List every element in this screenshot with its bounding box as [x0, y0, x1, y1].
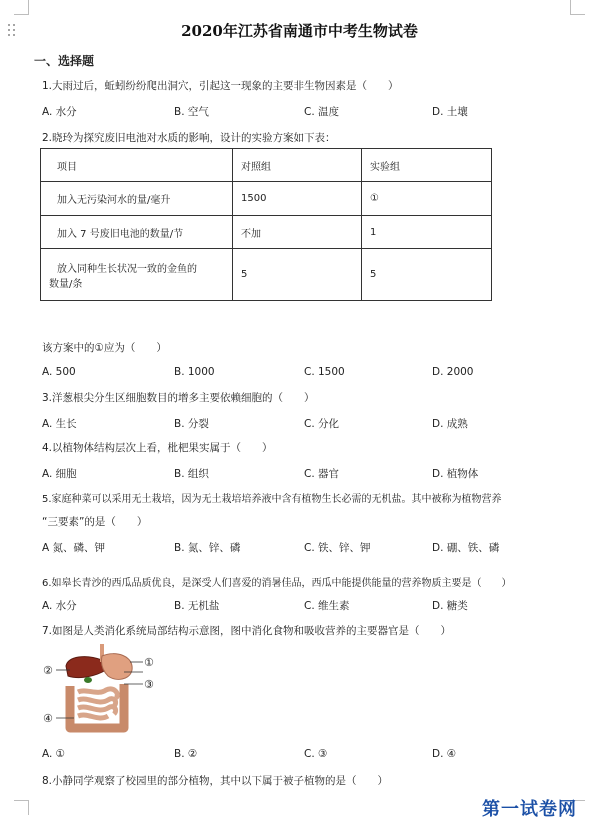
- table-cell: 5: [362, 249, 492, 301]
- question-6: 6.如皋长青沙的西瓜品质优良，是深受人们喜爱的消暑佳品，西瓜中能提供能量的营养物质主要是（ ）: [42, 578, 512, 589]
- question-3: 3.洋葱根尖分生区细胞数目的增多主要依赖细胞的（ ）: [42, 392, 315, 404]
- section-heading: 一、选择题: [34, 54, 95, 68]
- q6-option-b: B. 无机盐: [174, 600, 220, 612]
- q6-option-a: A. 水分: [42, 600, 77, 612]
- experiment-table: [40, 148, 492, 301]
- q7-option-b: B. ②: [174, 748, 198, 760]
- digestive-system-diagram: [40, 640, 160, 742]
- table-header-cell: 对照组: [233, 149, 362, 182]
- q6-option-c: C. 维生素: [304, 600, 350, 612]
- q4-option-d: D. 植物体: [432, 468, 479, 480]
- question-5-continued: “三要素”的是（ ）: [42, 516, 148, 528]
- question-7: 7.如图是人类消化系统局部结构示意图，图中消化食物和吸收营养的主要器官是（ ）: [42, 625, 452, 637]
- q7-option-a: A. ①: [42, 748, 66, 760]
- page-title: 2020年江苏省南通市中考生物试卷: [181, 22, 418, 40]
- site-watermark: 第一试卷网: [482, 799, 577, 820]
- q7-option-d: D. ④: [432, 748, 457, 760]
- table-cell: 不加: [233, 216, 362, 249]
- table-cell: 1500: [233, 182, 362, 216]
- q2-option-d: D. 2000: [432, 366, 474, 378]
- q5-option-d: D. 硼、铁、磷: [432, 542, 500, 554]
- table-cell: 1: [362, 216, 492, 249]
- q4-option-c: C. 器官: [304, 468, 340, 480]
- q3-option-c: C. 分化: [304, 418, 340, 430]
- question-2-followup: 该方案中的①应为（ ）: [42, 342, 167, 354]
- question-1: 1.大雨过后，蚯蚓纷纷爬出洞穴，引起这一现象的主要非生物因素是（ ）: [42, 80, 399, 92]
- q3-option-d: D. 成熟: [432, 418, 468, 430]
- diagram-label-3: ③: [144, 678, 154, 691]
- question-5: 5.家庭种菜可以采用无土栽培，因为无土栽培培养液中含有植物生长必需的无机盐。其中被称为植物营养: [42, 494, 502, 505]
- table-row: [41, 249, 492, 301]
- diagram-label-1: ①: [144, 656, 154, 669]
- diagram-label-2: ②: [43, 664, 53, 677]
- table-header-cell: 项目: [41, 149, 233, 182]
- q5-option-a: A 氮、磷、钾: [42, 542, 106, 554]
- table-header-cell: 实验组: [362, 149, 492, 182]
- q5-option-b: B. 氮、锌、磷: [174, 542, 241, 554]
- q1-option-b: B. 空气: [174, 106, 209, 118]
- diagram-label-4: ④: [43, 712, 53, 725]
- q2-option-b: B. 1000: [174, 366, 215, 378]
- q1-option-d: D. 土壤: [432, 106, 468, 118]
- question-8: 8.小静同学观察了校园里的部分植物，其中以下属于被子植物的是（ ）: [42, 775, 389, 787]
- table-row: [41, 216, 492, 249]
- q1-option-a: A. 水分: [42, 106, 77, 118]
- table-cell: 加入无污染河水的量/毫升: [41, 182, 233, 216]
- digestive-organs-illustration: [40, 640, 160, 742]
- table-cell: 加入 7 号废旧电池的数量/节: [41, 216, 233, 249]
- table-header-row: [41, 149, 492, 182]
- q7-option-c: C. ③: [304, 748, 328, 760]
- question-2: 2.晓玲为探究废旧电池对水质的影响，设计的实验方案如下表：: [42, 132, 336, 144]
- table-row: [41, 182, 492, 216]
- question-4: 4.以植物体结构层次上看，枇杷果实属于（ ）: [42, 442, 273, 454]
- q1-option-c: C. 温度: [304, 106, 340, 118]
- q2-option-a: A. 500: [42, 366, 76, 378]
- q3-option-a: A. 生长: [42, 418, 77, 430]
- table-cell: ①: [362, 182, 492, 216]
- q3-option-b: B. 分裂: [174, 418, 209, 430]
- table-cell: 放入同种生长状况一致的金鱼的 数量/条: [41, 249, 233, 301]
- q5-option-c: C. 铁、锌、钾: [304, 542, 371, 554]
- q6-option-d: D. 糖类: [432, 600, 468, 612]
- table-cell: 5: [233, 249, 362, 301]
- q4-option-b: B. 组织: [174, 468, 209, 480]
- q2-option-c: C. 1500: [304, 366, 345, 378]
- q4-option-a: A. 细胞: [42, 468, 77, 480]
